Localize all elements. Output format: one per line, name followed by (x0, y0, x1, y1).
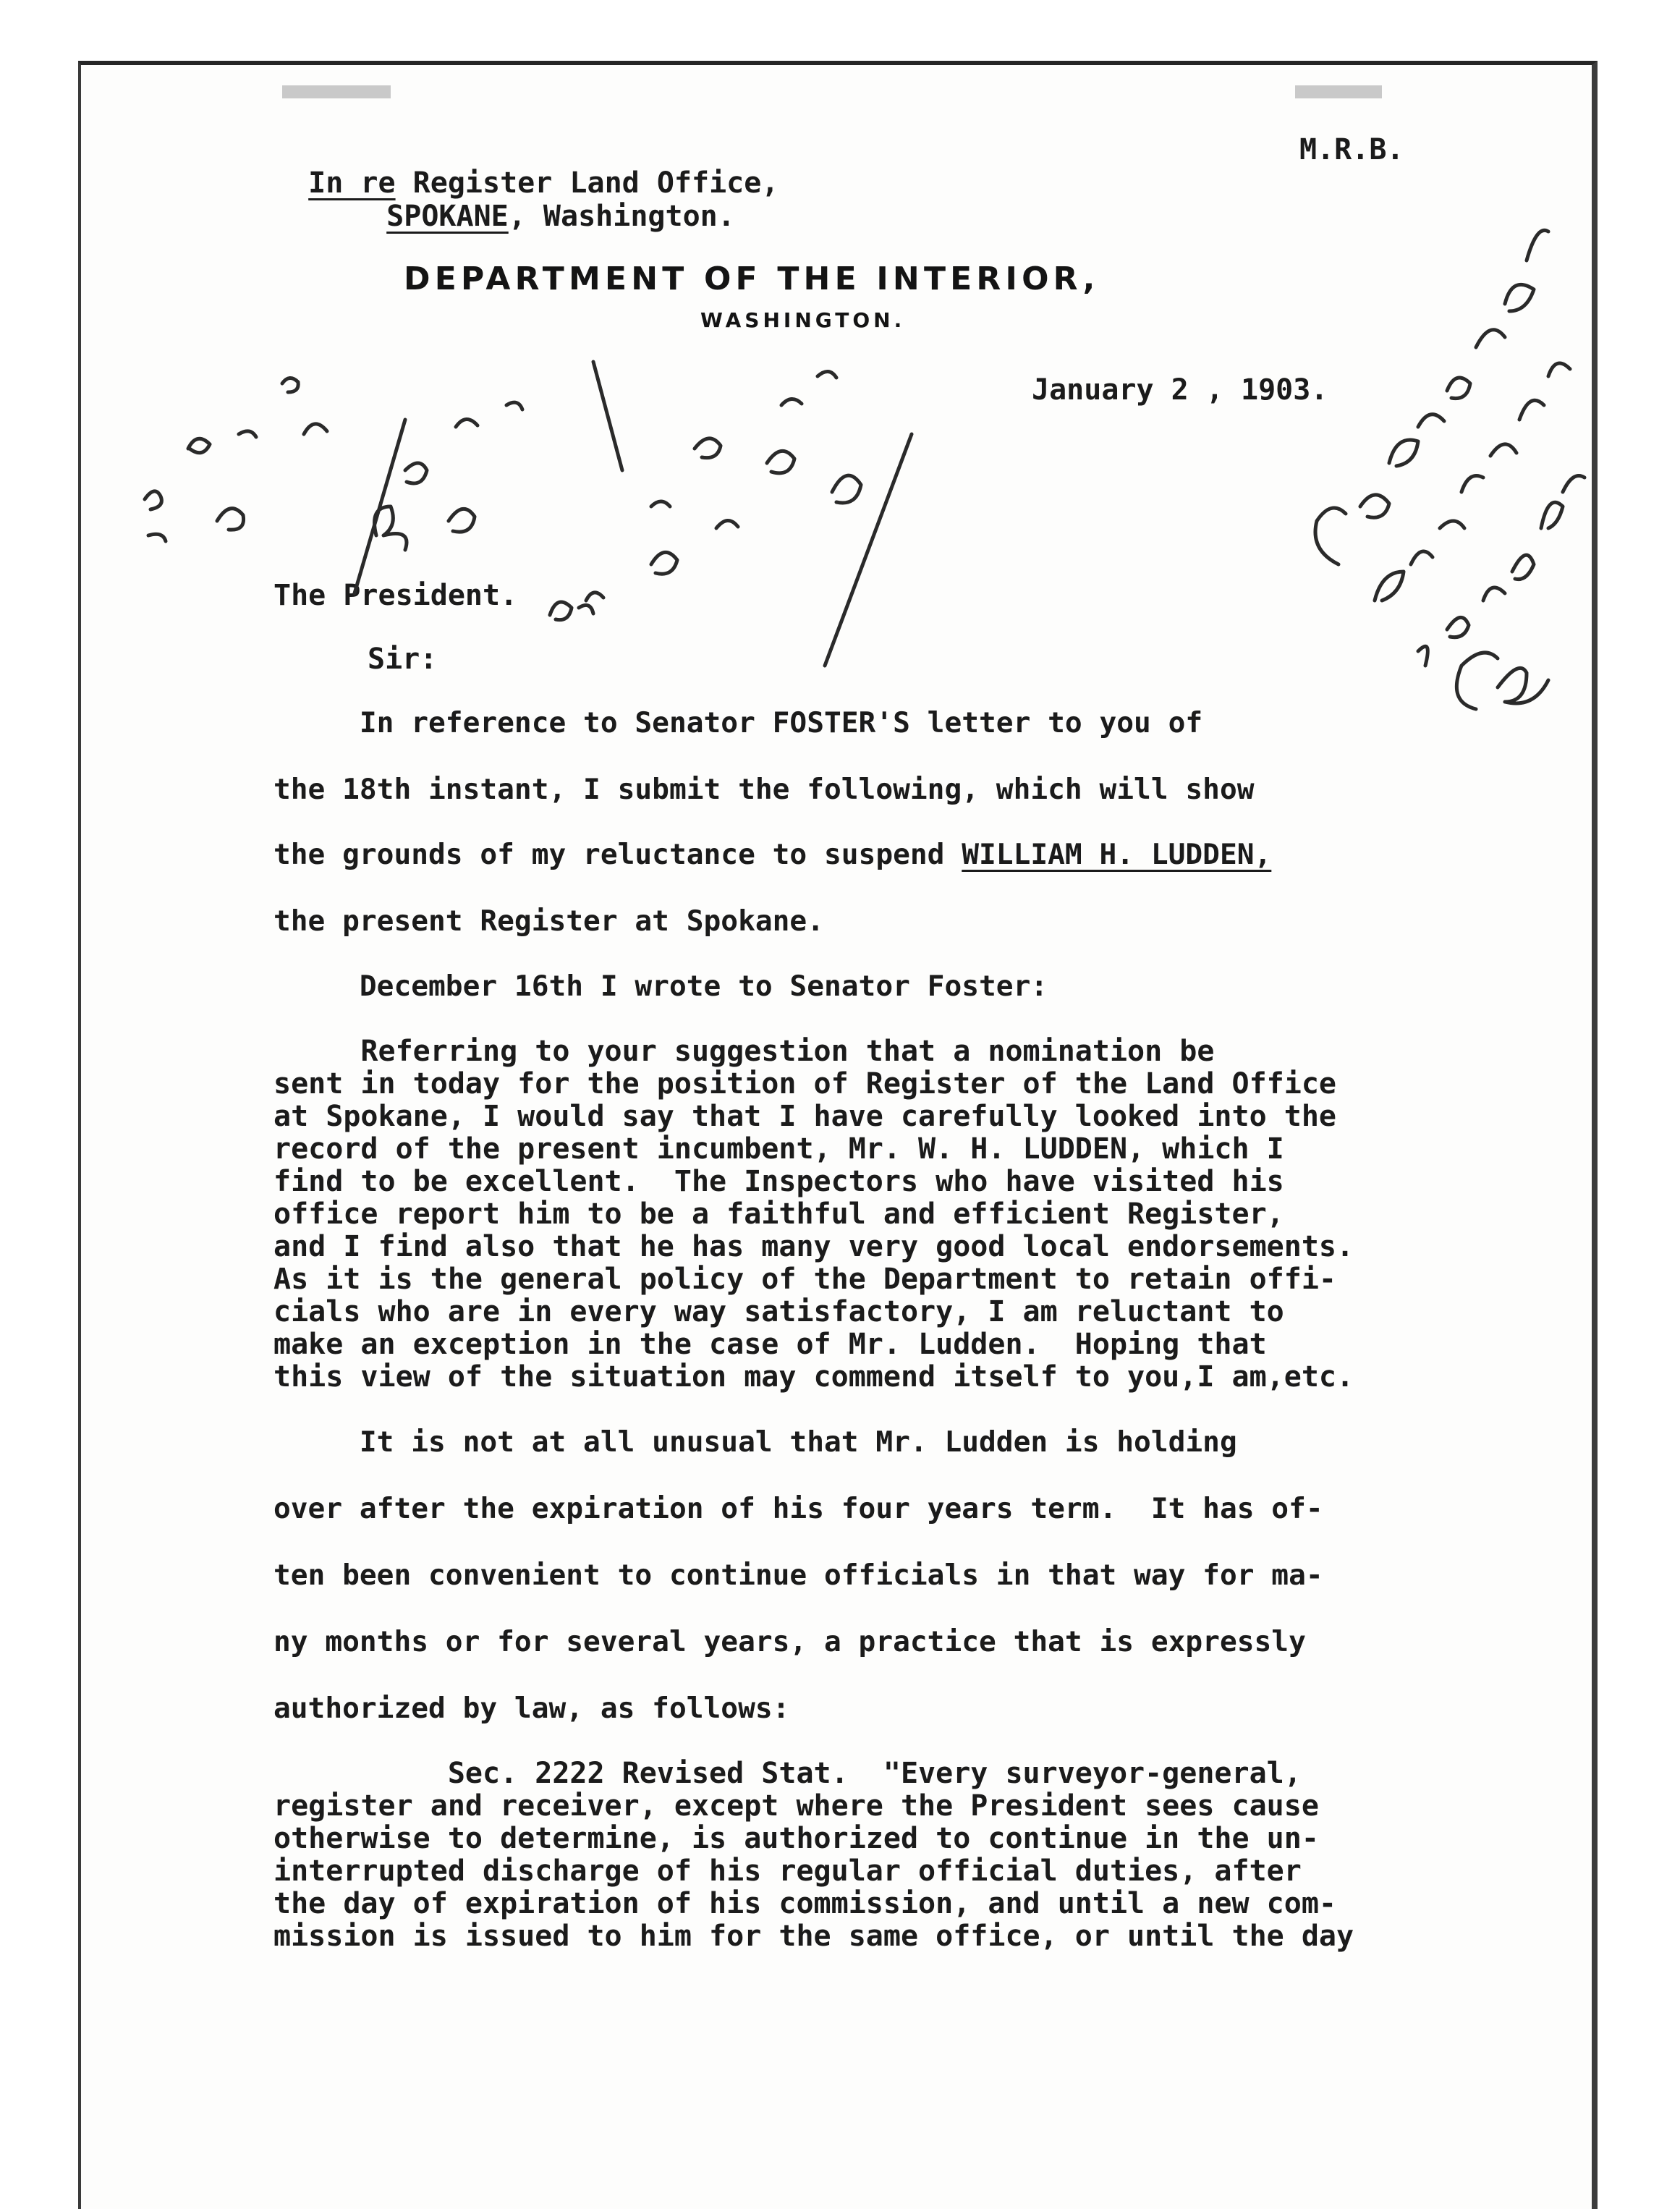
statute-line: otherwise to determine, is authorized to continue in the un- (273, 1822, 1319, 1855)
body-line: over after the expiration of his four years term. It has of- (273, 1492, 1323, 1525)
quote-line: and I find also that he has many very good local endorsements. (273, 1230, 1354, 1263)
quote-line: As it is the general policy of the Department to retain offi- (273, 1263, 1337, 1296)
body-text: the grounds of my reluctance to suspend (273, 838, 962, 871)
quote-line: office report him to be a faithful and efficient Register, (273, 1197, 1284, 1231)
quote-line: Referring to your suggestion that a nomination be (273, 1035, 1215, 1068)
body-line: the present Register at Spokane. (273, 904, 824, 938)
letterhead-department: DEPARTMENT OF THE INTERIOR, (404, 260, 1100, 297)
statute-line: the day of expiration of his commission, and until a new com- (273, 1887, 1337, 1920)
statute-line: interrupted discharge of his regular official duties, after (273, 1854, 1302, 1888)
re-place: SPOKANE (386, 200, 509, 233)
quote-line: make an exception in the case of Mr. Ludden. Hoping that (273, 1328, 1267, 1361)
quote-line: this view of the situation may commend itself to you,I am,etc. (273, 1360, 1354, 1394)
quote-line: record of the present incumbent, Mr. W. H. LUDDEN, which I (273, 1132, 1284, 1166)
scan-smudge (1295, 85, 1382, 98)
addressee: The President. (273, 579, 518, 612)
ludden-name: WILLIAM H. LUDDEN, (962, 838, 1272, 871)
quote-line: cials who are in every way satisfactory, I am reluctant to (273, 1295, 1284, 1328)
scan-smudge (282, 85, 391, 98)
statute-line: mission is issued to him for the same office, or until the day (273, 1920, 1354, 1953)
re-line-2 (352, 166, 735, 233)
statute-line: register and receiver, except where the President sees cause (273, 1789, 1319, 1823)
body-line: ny months or for several years, a practice that is expressly (273, 1625, 1306, 1658)
statute-line: Sec. 2222 Revised Stat. "Every surveyor-general, (273, 1757, 1302, 1790)
greeting: Sir: (368, 643, 438, 676)
body-line: In reference to Senator FOSTER'S letter to you of (273, 706, 1203, 739)
letterhead-city: WASHINGTON. (700, 308, 906, 332)
re-office: Register Land Office, (395, 166, 779, 200)
body-line: It is not at all unusual that Mr. Ludden is holding (273, 1425, 1237, 1459)
body-line: the 18th instant, I submit the following, which will show (273, 773, 1255, 806)
quote-line: sent in today for the position of Register of the Land Office (273, 1067, 1337, 1101)
body-line: ten been convenient to continue officials in that way for ma- (273, 1559, 1323, 1592)
quote-line: find to be excellent. The Inspectors who have visited his (273, 1165, 1284, 1198)
letter-date: January 2 , 1903. (1032, 373, 1328, 407)
quote-line: at Spokane, I would say that I have carefully looked into the (273, 1100, 1337, 1133)
body-line: December 16th I wrote to Senator Foster: (273, 970, 1048, 1003)
initials: M.R.B. (1299, 133, 1404, 166)
body-line (273, 838, 1271, 871)
body-line: authorized by law, as follows: (273, 1692, 790, 1725)
re-state: , Washington. (508, 200, 735, 233)
re-prefix: In re (308, 166, 396, 200)
